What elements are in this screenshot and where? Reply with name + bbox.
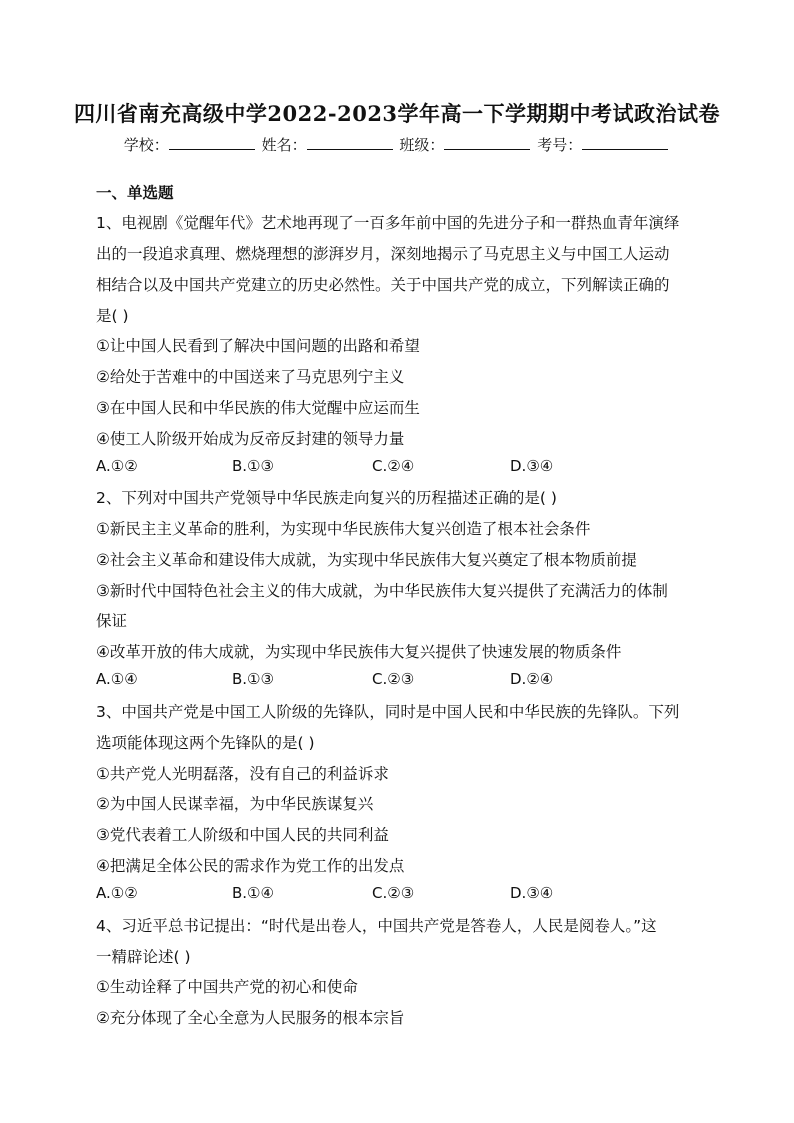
question-1-item-4: ④使工人阶级开始成为反帝反封建的领导力量 (96, 430, 405, 448)
question-3-item-4: ④把满足全体公民的需求作为党工作的出发点 (96, 857, 405, 875)
class-label: 班级： (399, 136, 445, 154)
question-3-item-3: ③党代表着工人阶级和中国人民的共同利益 (96, 826, 389, 844)
option-a[interactable]: A.①② (96, 457, 138, 475)
class-blank[interactable] (444, 136, 530, 150)
question-2-line-1: 2、下列对中国共产党领导中华民族走向复兴的历程描述正确的是( ) (96, 489, 557, 507)
name-blank[interactable] (307, 136, 393, 150)
question-4-item-1: ①生动诠释了中国共产党的初心和使命 (96, 978, 358, 996)
option-b[interactable]: B.①④ (232, 884, 274, 902)
question-1-line-3: 相结合以及中国共产党建立的历史必然性。关于中国共产党的成立，下列解读正确的 (96, 276, 670, 294)
question-3-line-1: 3、中国共产党是中国工人阶级的先锋队，同时是中国人民和中华民族的先锋队。下列 (96, 703, 680, 721)
question-1-item-2: ②给处于苦难中的中国送来了马克思列宁主义 (96, 368, 405, 386)
option-a[interactable]: A.①② (96, 884, 138, 902)
question-3-item-2: ②为中国人民谋幸福，为中华民族谋复兴 (96, 795, 374, 813)
school-label: 学校： (123, 136, 169, 154)
section-heading: 一、单选题 (96, 184, 174, 202)
question-1-line-4: 是( ) (96, 307, 129, 325)
question-2-item-2: ②社会主义革命和建设伟大成就，为实现中华民族伟大复兴奠定了根本物质前提 (96, 551, 637, 569)
question-4-item-2: ②充分体现了全心全意为人民服务的根本宗旨 (96, 1009, 405, 1027)
question-4-line-1: 4、习近平总书记提出：“时代是出卷人，中国共产党是答卷人，人民是阅卷人。”这 (96, 917, 657, 935)
question-2-item-4: ④改革开放的伟大成就，为实现中华民族伟大复兴提供了快速发展的物质条件 (96, 643, 622, 661)
question-2-item-3: ③新时代中国特色社会主义的伟大成就，为中华民族伟大复兴提供了充满活力的体制 (96, 582, 668, 600)
option-c[interactable]: C.②④ (372, 457, 415, 475)
option-d[interactable]: D.③④ (510, 884, 554, 902)
exam-number-label: 考号： (537, 136, 583, 154)
question-3-line-2: 选项能体现这两个先锋队的是( ) (96, 734, 315, 752)
question-2-item-1: ①新民主主义革命的胜利，为实现中华民族伟大复兴创造了根本社会条件 (96, 520, 591, 538)
option-b[interactable]: B.①③ (232, 670, 274, 688)
school-blank[interactable] (169, 136, 255, 150)
option-c[interactable]: C.②③ (372, 884, 415, 902)
question-1-line-1: 1、电视剧《觉醒年代》艺术地再现了一百多年前中国的先进分子和一群热血青年演绎 (96, 214, 680, 232)
exam-number-blank[interactable] (582, 136, 668, 150)
option-a[interactable]: A.①④ (96, 670, 138, 688)
name-label: 姓名： (261, 136, 307, 154)
student-info-row (0, 134, 794, 155)
option-d[interactable]: D.②④ (510, 670, 554, 688)
option-d[interactable]: D.③④ (510, 457, 554, 475)
question-1-line-2: 出的一段追求真理、燃烧理想的澎湃岁月，深刻地揭示了马克思主义与中国工人运动 (96, 245, 670, 263)
question-4-line-2: 一精辟论述( ) (96, 948, 191, 966)
option-c[interactable]: C.②③ (372, 670, 415, 688)
option-b[interactable]: B.①③ (232, 457, 274, 475)
question-3-item-1: ①共产党人光明磊落，没有自己的利益诉求 (96, 765, 389, 783)
document-title: 四川省南充高级中学2022-2023学年高一下学期期中考试政治试卷 (73, 101, 721, 126)
question-1-item-3: ③在中国人民和中华民族的伟大觉醒中应运而生 (96, 399, 420, 417)
question-1-item-1: ①让中国人民看到了解决中国问题的出路和希望 (96, 337, 420, 355)
question-2-item-3-cont: 保证 (96, 612, 128, 630)
